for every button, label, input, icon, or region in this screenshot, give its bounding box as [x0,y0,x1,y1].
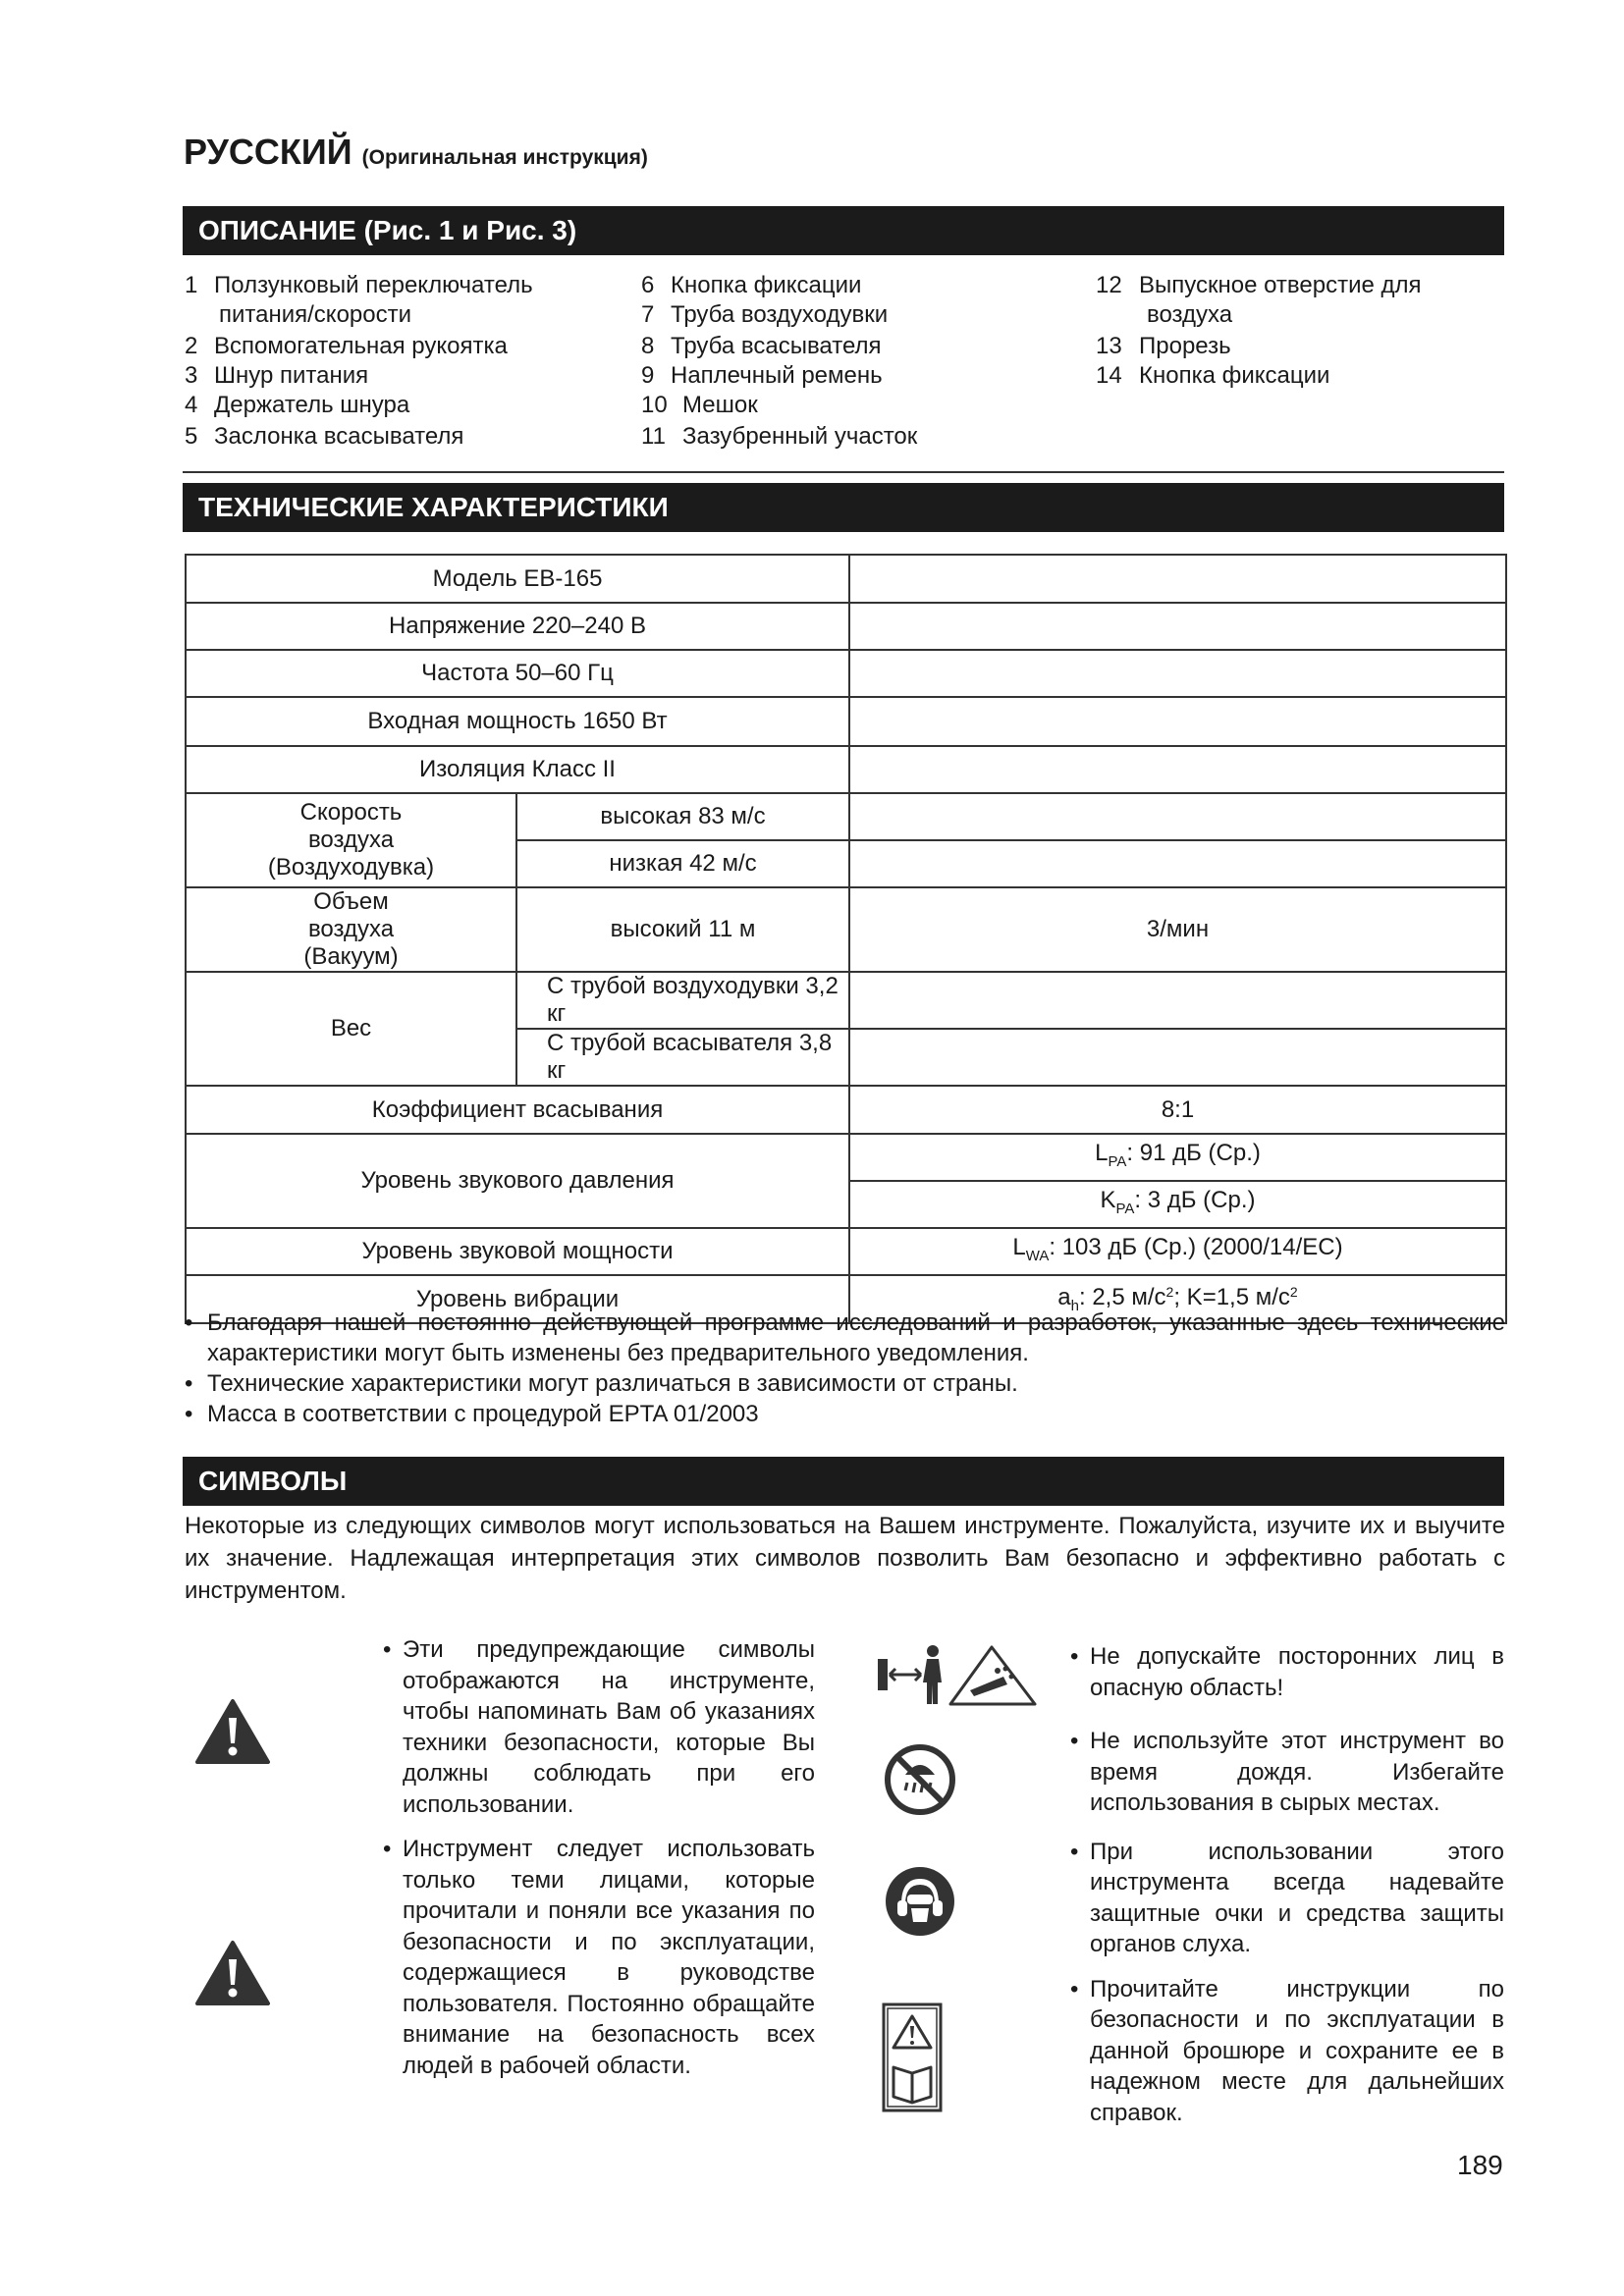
spec-vibration: $a_h$: 2,5 $м/с^2$; K=1,5 $м/с^2$ [849,1275,1506,1323]
spec-sound-power-label: Уровень звуковой мощности [186,1228,849,1275]
symbol-description: • Инструмент следует использовать только теми лицами, которые прочитали и поняли все указания по безопасности и по эксплуатации, содержащиеся в руководстве пользователя. Постоянно обращайте внимание на безопасность всех людей в рабочей области. [383,1836,815,2079]
spec-weight-label: Вес [186,972,516,1086]
spec-weight-blower: С трубой воздуходувки 3,2 кг [516,972,849,1029]
page-header [184,132,648,173]
symbols-intro: Некоторые из следующих символов могут использоваться на Вашем инструменте. Пожалуйста, изучите их и выучите их значение. Надлежащая интерпретация этих символов позволить Вам безопасно и эффективно работать с инструментом. [185,1513,1505,1604]
table-row [186,793,1506,840]
table-row [186,1086,1506,1134]
table-row [186,697,1506,746]
description-item: 5 Заслонка всасывателя [185,423,464,450]
spec-insulation: Изоляция Класс II [186,746,849,793]
description-heading: ОПИСАНИЕ (Рис. 1 и Рис. 3) [183,206,1504,255]
spec-weight-vacuum: С трубой всасывателя 3,8 кг [516,1029,849,1086]
description-column-3 [1096,271,1422,391]
description-item: 7 Труба воздуходувки [641,301,889,328]
specifications-table [185,554,1507,1324]
symbol-description: • При использовании этого инструмента всегда надевайте защитные очки и средства защиты органов слуха. [1070,1838,1504,1957]
language-subtitle: (Оригинальная инструкция) [361,146,648,169]
keep-bystanders-away-icon [876,1641,1043,1710]
symbol-description: • Прочитайте инструкции по безопасности и по эксплуатации в данной брошюре и сохраните ее в надежном месте для дальнейших справок. [1070,1975,1504,2126]
description-item: 11 Зазубренный участок [641,423,918,450]
symbols-right-text [1070,1641,1504,2128]
table-row [186,650,1506,697]
note-item: • Технические характеристики могут различаться в зависимости от страны. [185,1370,1018,1397]
description-item: 6 Кнопка фиксации [641,272,862,298]
table-row [186,603,1506,650]
description-item: 2 Вспомогательная рукоятка [185,333,508,359]
spec-power: Входная мощность 1650 Вт [186,697,849,746]
spec-air-speed-label: Скорость воздуха (Воздуходувка) [186,793,516,887]
spec-air-speed-high: высокая 83 м/с [516,793,849,840]
table-row [186,746,1506,793]
description-item: 12 Выпускное отверстие для воздуха [1096,272,1422,328]
symbols-left-text [383,1634,815,2081]
spec-air-volume-label: Объем воздуха (Вакуум) [186,887,516,972]
spec-frequency: Частота 50–60 Гц [186,650,849,697]
spec-air-volume-high: высокий 11 м [516,887,849,972]
description-item: 14 Кнопка фиксации [1096,362,1330,389]
specifications-heading: ТЕХНИЧЕСКИЕ ХАРАКТЕРИСТИКИ [183,483,1504,532]
note-item: • Масса в соответствии с процедурой EPTA 01/2003 [185,1401,759,1427]
description-item: 9 Наплечный ремень [641,362,883,389]
spec-notes [185,1308,1505,1429]
symbol-description: • Не допускайте посторонних лиц в опасную область! [1070,1643,1504,1701]
spec-voltage: Напряжение 220–240 В [186,603,849,650]
table-row [186,887,1506,972]
symbol-description: • Не используйте этот инструмент во время дождя. Избегайте использования в сырых местах. [1070,1728,1504,1816]
table-row [186,972,1506,1029]
table-row [186,1228,1506,1275]
spec-air-volume-unit: 3/мин [849,887,1506,972]
language-title: РУССКИЙ [184,132,352,172]
description-item: 4 Держатель шнура [185,392,410,418]
section-divider [183,471,1504,473]
no-rain-icon [884,1743,956,1816]
description-column-2 [641,271,917,452]
page-number: 189 [1457,2150,1503,2180]
spec-air-speed-low: низкая 42 м/с [516,840,849,887]
description-item: 13 Прорезь [1096,333,1231,359]
spec-sound-pressure-label: Уровень звукового давления [186,1134,849,1228]
description-item: 10 Мешок [641,392,758,418]
read-manual-icon [882,2002,943,2112]
table-row [186,555,1506,603]
warning-triangle-icon [194,1698,271,1765]
symbol-description: • Эти предупреждающие символы отображаются на инструменте, чтобы напоминать Вам об указаниях техники безопасности, которые Вы должны соблюдать при его использовании. [383,1636,815,1818]
description-column-1 [185,271,533,452]
description-item: 8 Труба всасывателя [641,333,882,359]
warning-triangle-icon [194,1940,271,2006]
description-item: 3 Шнур питания [185,362,369,389]
symbols-heading: СИМВОЛЫ [183,1457,1504,1506]
spec-suction-label: Коэффициент всасывания [186,1086,849,1134]
spec-model: Модель EB-165 [186,555,849,603]
spec-vibration-label: Уровень вибрации [186,1275,849,1323]
description-item: 1 Ползунковый переключатель питания/скорости [185,272,533,328]
table-row [186,1134,1506,1181]
spec-lpa: $L_{PA}$: 91 дБ (Ср.) [849,1134,1506,1181]
spec-suction-value: 8:1 [849,1086,1506,1134]
note-item: • Благодаря нашей постоянно действующей программе исследований и разработок, указанные здесь технические характеристики могут быть изменены без предварительного уведомления. [185,1309,1505,1366]
spec-lwa: $L_{WA}$: 103 дБ (Ср.) (2000/14/EC) [849,1228,1506,1275]
spec-kpa: $K_{PA}$: 3 дБ (Ср.) [849,1181,1506,1228]
eye-ear-protection-icon [884,1865,956,1938]
